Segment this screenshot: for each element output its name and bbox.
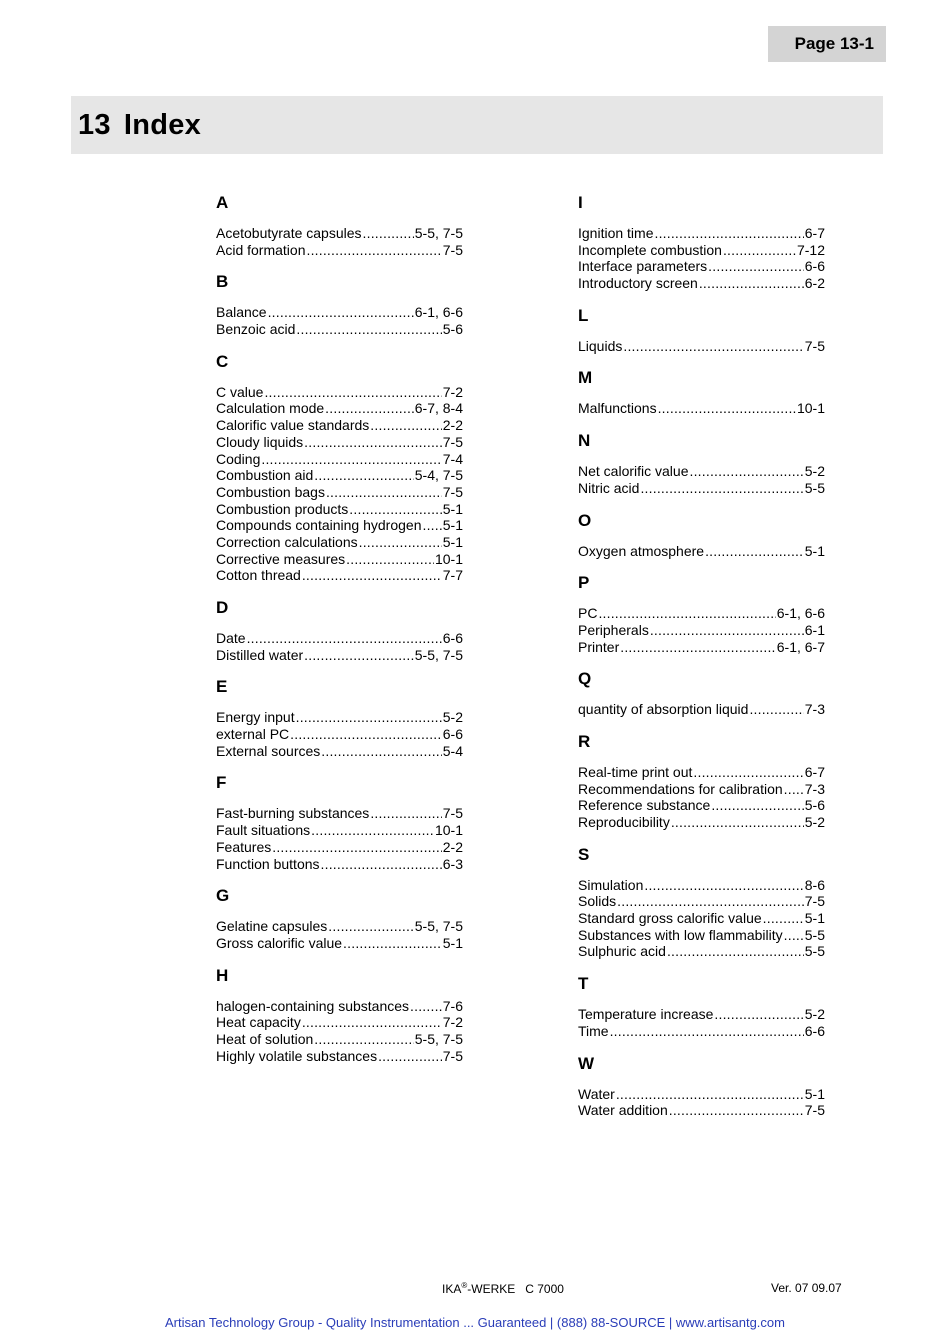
- entry-pages: 5-5: [804, 926, 825, 943]
- index-entry: [578, 701, 825, 718]
- index-entry: [216, 856, 463, 873]
- entry-pages: 5-6: [804, 797, 825, 814]
- entry-pages: 10-1: [796, 400, 825, 417]
- dot-leader: [302, 567, 442, 584]
- index-section-d: [216, 598, 463, 663]
- section-letter: H: [216, 965, 229, 985]
- index-column-left: [216, 193, 463, 1078]
- entry-term: Printer: [578, 638, 620, 655]
- entry-term: Energy input: [216, 709, 295, 726]
- entry-pages: 7-5: [442, 1047, 463, 1064]
- dot-leader: [349, 501, 441, 518]
- entry-pages: 7-2: [442, 383, 463, 400]
- entry-pages: 7-6: [442, 997, 463, 1014]
- chapter-heading-bar: [71, 96, 883, 154]
- dot-leader: [268, 304, 414, 321]
- entry-term: Combustion aid: [216, 467, 314, 484]
- index-entry: [578, 622, 825, 639]
- dot-leader: [261, 451, 441, 468]
- entry-term: Interface parameters: [578, 258, 708, 275]
- entry-pages: 7-4: [442, 450, 463, 467]
- section-letter: F: [216, 773, 227, 793]
- dot-leader: [296, 321, 441, 338]
- entry-term: Balance: [216, 304, 267, 321]
- entry-term: Nitric acid: [578, 479, 640, 496]
- entry-term: Cotton thread: [216, 567, 301, 584]
- dot-leader: [343, 935, 442, 952]
- entry-term: Incomplete combustion: [578, 241, 722, 258]
- index-entry: [216, 451, 463, 468]
- chapter-name: Index: [123, 109, 202, 141]
- index-entry: [578, 1006, 825, 1023]
- dot-leader: [410, 998, 442, 1015]
- index-section-l: [578, 306, 825, 355]
- entry-pages: 6-1, 6-7: [776, 638, 825, 655]
- entry-term: Net calorific value: [578, 463, 689, 480]
- dot-leader: [328, 918, 413, 935]
- entry-term: Standard gross calorific value: [578, 910, 762, 927]
- index-entry: [578, 242, 825, 259]
- entry-term: external PC: [216, 726, 290, 743]
- index-section-r: [578, 732, 825, 831]
- index-entry: [216, 225, 463, 242]
- footer-product: [442, 1281, 564, 1296]
- index-entry: [216, 304, 463, 321]
- index-section-t: [578, 974, 825, 1039]
- entry-term: Time: [578, 1022, 609, 1039]
- entry-pages: 2-2: [442, 838, 463, 855]
- entry-pages: 7-5: [442, 805, 463, 822]
- dot-leader: [321, 743, 441, 760]
- dot-leader: [658, 400, 796, 417]
- dot-leader: [247, 630, 442, 647]
- index-entry: [578, 910, 825, 927]
- entry-pages: 5-2: [804, 463, 825, 480]
- entry-pages: 6-3: [442, 855, 463, 872]
- index-entry: [578, 639, 825, 656]
- entry-pages: 5-4, 7-5: [414, 467, 463, 484]
- index-entry: [216, 484, 463, 501]
- entry-pages: 5-1: [804, 542, 825, 559]
- dot-leader: [370, 417, 441, 434]
- index-entry: [216, 726, 463, 743]
- index-entry: [578, 543, 825, 560]
- entry-pages: 6-6: [804, 1022, 825, 1039]
- dot-leader: [321, 856, 442, 873]
- index-entry: [578, 893, 825, 910]
- dot-leader: [667, 943, 804, 960]
- entry-term: Combustion products: [216, 500, 349, 517]
- dot-leader: [616, 1086, 804, 1103]
- chapter-number: 13: [78, 109, 111, 141]
- index-entry: [216, 822, 463, 839]
- entry-term: Temperature increase: [578, 1006, 714, 1023]
- section-letter: T: [578, 974, 589, 994]
- entry-term: Heat capacity: [216, 1014, 301, 1031]
- entry-pages: 7-7: [442, 567, 463, 584]
- dot-leader: [326, 484, 442, 501]
- dot-leader: [311, 822, 434, 839]
- dot-leader: [304, 647, 414, 664]
- index-entry: [216, 467, 463, 484]
- index-entry: [578, 480, 825, 497]
- entry-pages: 6-7: [804, 763, 825, 780]
- dot-leader: [359, 534, 442, 551]
- entry-pages: 7-5: [804, 337, 825, 354]
- entry-pages: 5-1: [804, 910, 825, 927]
- entry-pages: 7-5: [442, 241, 463, 258]
- entry-term: Water addition: [578, 1102, 668, 1119]
- entry-pages: 5-1: [804, 1085, 825, 1102]
- index-entry: [578, 764, 825, 781]
- footer-model: C 7000: [525, 1282, 564, 1296]
- index-section-i: [578, 193, 825, 292]
- entry-term: quantity of absorption liquid: [578, 701, 749, 718]
- dot-leader: [784, 927, 804, 944]
- entry-pages: 5-5, 7-5: [414, 918, 463, 935]
- entry-term: Heat of solution: [216, 1030, 314, 1047]
- index-entry: [578, 275, 825, 292]
- entry-pages: 5-1: [442, 934, 463, 951]
- index-entry: [216, 321, 463, 338]
- entry-term: Highly volatile substances: [216, 1047, 378, 1064]
- entry-pages: 7-3: [804, 780, 825, 797]
- index-entry: [216, 384, 463, 401]
- entry-term: Ignition time: [578, 225, 654, 241]
- section-letter: W: [578, 1053, 595, 1073]
- index-section-n: [578, 431, 825, 496]
- entry-term: Correction calculations: [216, 533, 358, 550]
- entry-pages: 5-5: [804, 479, 825, 496]
- entry-term: Cloudy liquids: [216, 433, 304, 450]
- index-section-o: [578, 511, 825, 560]
- entry-term: Reference substance: [578, 797, 711, 814]
- index-section-h: [216, 966, 463, 1065]
- registered-mark: ®: [461, 1281, 468, 1290]
- entry-pages: 7-5: [442, 483, 463, 500]
- index-entry: [578, 943, 825, 960]
- dot-leader: [620, 639, 776, 656]
- index-entry: [216, 935, 463, 952]
- entry-term: Corrective measures: [216, 550, 346, 567]
- entry-term: External sources: [216, 742, 321, 759]
- entry-pages: 6-7, 8-4: [414, 400, 463, 417]
- dot-leader: [304, 434, 442, 451]
- index-entry: [578, 877, 825, 894]
- section-letter: O: [578, 510, 592, 530]
- index-entry: [578, 1086, 825, 1103]
- index-entry: [578, 781, 825, 798]
- entry-term: Benzoic acid: [216, 321, 296, 338]
- footer-brand: IKA: [442, 1282, 462, 1296]
- entry-term: Peripherals: [578, 621, 649, 638]
- entry-term: Function buttons: [216, 855, 320, 872]
- index-entry: [216, 400, 463, 417]
- dot-leader: [749, 701, 803, 718]
- entry-pages: 7-5: [804, 893, 825, 910]
- dot-leader: [302, 1014, 442, 1031]
- entry-term: Acetobutyrate capsules: [216, 225, 362, 241]
- dot-leader: [693, 764, 803, 781]
- entry-term: Coding: [216, 450, 261, 467]
- index-entry: [216, 567, 463, 584]
- dot-leader: [723, 242, 796, 259]
- index-section-b: [216, 272, 463, 337]
- entry-pages: 7-12: [796, 241, 825, 258]
- dot-leader: [654, 225, 803, 242]
- index-section-a: [216, 193, 463, 258]
- entry-pages: 5-4: [442, 742, 463, 759]
- index-entry: [578, 463, 825, 480]
- entry-pages: 5-1: [442, 533, 463, 550]
- section-letter: D: [216, 598, 229, 617]
- footer-version: Ver. 07 09.07: [771, 1281, 842, 1295]
- entry-pages: 6-6: [442, 630, 463, 646]
- index-entry: [216, 630, 463, 647]
- section-letter: P: [578, 573, 590, 593]
- dot-leader: [610, 1023, 804, 1040]
- index-entry: [578, 814, 825, 831]
- index-entry: [216, 743, 463, 760]
- entry-term: halogen-containing substances: [216, 997, 410, 1014]
- section-letter: S: [578, 844, 590, 864]
- entry-term: Date: [216, 630, 246, 646]
- section-letter: I: [578, 193, 583, 212]
- source-credit-line: Artisan Technology Group - Quality Instrumentation ... Guaranteed | (888) 88-SOURCE | www.artisantg.com: [165, 1315, 785, 1330]
- entry-term: Water: [578, 1085, 615, 1102]
- dot-leader: [623, 338, 803, 355]
- entry-pages: 10-1: [434, 550, 463, 567]
- dot-leader: [306, 242, 441, 259]
- entry-term: Calculation mode: [216, 400, 325, 417]
- index-entry: [216, 839, 463, 856]
- entry-term: Liquids: [578, 337, 623, 354]
- entry-term: Reproducibility: [578, 814, 670, 830]
- index-entry: [216, 647, 463, 664]
- entry-pages: 6-7: [804, 225, 825, 241]
- entry-term: Sulphuric acid: [578, 943, 666, 960]
- index-entry: [216, 709, 463, 726]
- entry-pages: 7-3: [804, 701, 825, 718]
- dot-leader: [378, 1048, 442, 1065]
- section-letter: R: [578, 731, 591, 751]
- dot-leader: [644, 877, 803, 894]
- footer-brand-suffix: -WERKE: [467, 1282, 516, 1296]
- entry-pages: 10-1: [434, 822, 463, 839]
- entry-term: Acid formation: [216, 241, 306, 258]
- section-letter: B: [216, 272, 229, 292]
- entry-pages: 6-1, 6-6: [414, 304, 463, 321]
- index-entry: [578, 400, 825, 417]
- dot-leader: [671, 814, 804, 831]
- index-entry: [216, 242, 463, 259]
- entry-term: Fault situations: [216, 822, 311, 839]
- section-letter: Q: [578, 669, 592, 689]
- entry-pages: 5-1: [442, 517, 463, 534]
- index-entry: [216, 501, 463, 518]
- entry-pages: 2-2: [442, 417, 463, 434]
- index-entry: [216, 1031, 463, 1048]
- entry-term: C value: [216, 383, 264, 400]
- dot-leader: [598, 605, 775, 622]
- dot-leader: [708, 258, 804, 275]
- index-entry: [216, 1014, 463, 1031]
- index-entry: [578, 927, 825, 944]
- section-letter: L: [578, 305, 589, 325]
- entry-pages: 5-2: [804, 1006, 825, 1023]
- index-entry: [578, 605, 825, 622]
- index-entry: [216, 534, 463, 551]
- section-letter: M: [578, 368, 593, 388]
- entry-term: Introductory screen: [578, 275, 698, 292]
- entry-term: Real-time print out: [578, 763, 693, 780]
- dot-leader: [370, 805, 441, 822]
- entry-pages: 5-5, 7-5: [414, 225, 463, 241]
- dot-leader: [699, 275, 804, 292]
- dot-leader: [264, 384, 441, 401]
- dot-leader: [640, 480, 803, 497]
- entry-term: Gelatine capsules: [216, 918, 328, 935]
- index-entry: [216, 918, 463, 935]
- entry-term: Malfunctions: [578, 400, 657, 417]
- section-letter: C: [216, 351, 229, 371]
- index-entry: [578, 797, 825, 814]
- dot-leader: [314, 1031, 413, 1048]
- dot-leader: [325, 400, 414, 417]
- entry-pages: 5-2: [442, 709, 463, 726]
- entry-term: Oxygen atmosphere: [578, 542, 705, 559]
- index-section-c: [216, 352, 463, 584]
- entry-pages: 6-1, 6-6: [776, 605, 825, 622]
- index-section-e: [216, 677, 463, 759]
- dot-leader: [272, 839, 442, 856]
- section-letter: G: [216, 886, 230, 906]
- entry-term: Simulation: [578, 876, 644, 893]
- entry-term: Fast-burning substances: [216, 805, 370, 822]
- index-section-p: [578, 573, 825, 655]
- index-entry: [578, 1102, 825, 1119]
- entry-pages: 5-5, 7-5: [414, 1030, 463, 1047]
- index-section-s: [578, 845, 825, 960]
- entry-term: Distilled water: [216, 646, 304, 663]
- index-entry: [216, 551, 463, 568]
- index-column-right: [578, 193, 825, 1133]
- index-section-g: [216, 886, 463, 951]
- entry-pages: 6-2: [804, 275, 825, 292]
- dot-leader: [650, 622, 804, 639]
- index-entry: [216, 517, 463, 534]
- section-letter: A: [216, 193, 229, 212]
- index-section-q: [578, 669, 825, 718]
- entry-pages: 6-1: [804, 621, 825, 638]
- entry-term: Compounds containing hydrogen: [216, 517, 422, 534]
- dot-leader: [763, 910, 804, 927]
- chapter-title: [78, 96, 201, 154]
- entry-pages: 5-5, 7-5: [414, 646, 463, 663]
- section-letter: N: [578, 431, 591, 451]
- entry-pages: 7-2: [442, 1014, 463, 1031]
- entry-pages: 7-5: [442, 433, 463, 450]
- index-entry: [216, 434, 463, 451]
- entry-term: Calorific value standards: [216, 417, 370, 434]
- entry-pages: 7-5: [804, 1102, 825, 1119]
- entry-pages: 6-6: [442, 726, 463, 743]
- entry-pages: 8-6: [804, 876, 825, 893]
- index-entry: [216, 417, 463, 434]
- dot-leader: [617, 893, 804, 910]
- dot-leader: [711, 797, 803, 814]
- index-section-w: [578, 1054, 825, 1119]
- index-entry: [216, 1048, 463, 1065]
- entry-term: Features: [216, 838, 272, 855]
- index-entry: [578, 338, 825, 355]
- dot-leader: [346, 551, 434, 568]
- entry-pages: 5-2: [804, 814, 825, 830]
- dot-leader: [296, 709, 442, 726]
- section-letter: E: [216, 677, 228, 697]
- dot-leader: [422, 517, 441, 534]
- entry-pages: 5-5: [804, 943, 825, 960]
- entry-term: Gross calorific value: [216, 934, 343, 951]
- entry-term: Recommendations for calibration: [578, 780, 783, 797]
- dot-leader: [314, 467, 413, 484]
- dot-leader: [669, 1102, 804, 1119]
- entry-term: Substances with low flammability: [578, 926, 783, 943]
- entry-term: PC: [578, 605, 598, 622]
- entry-term: Solids: [578, 893, 617, 910]
- index-entry: [578, 258, 825, 275]
- dot-leader: [290, 726, 442, 743]
- index-entry: [216, 805, 463, 822]
- index-entry: [578, 225, 825, 242]
- index-section-m: [578, 368, 825, 417]
- entry-term: Combustion bags: [216, 483, 325, 500]
- page-number-tab: Page 13-1: [768, 26, 886, 62]
- entry-pages: 5-6: [442, 321, 463, 338]
- entry-pages: 6-6: [804, 258, 825, 275]
- index-section-f: [216, 773, 463, 872]
- dot-leader: [363, 225, 414, 242]
- dot-leader: [705, 543, 804, 560]
- dot-leader: [690, 463, 804, 480]
- index-entry: [216, 998, 463, 1015]
- dot-leader: [714, 1006, 803, 1023]
- index-entry: [578, 1023, 825, 1040]
- entry-pages: 5-1: [442, 500, 463, 517]
- dot-leader: [784, 781, 804, 798]
